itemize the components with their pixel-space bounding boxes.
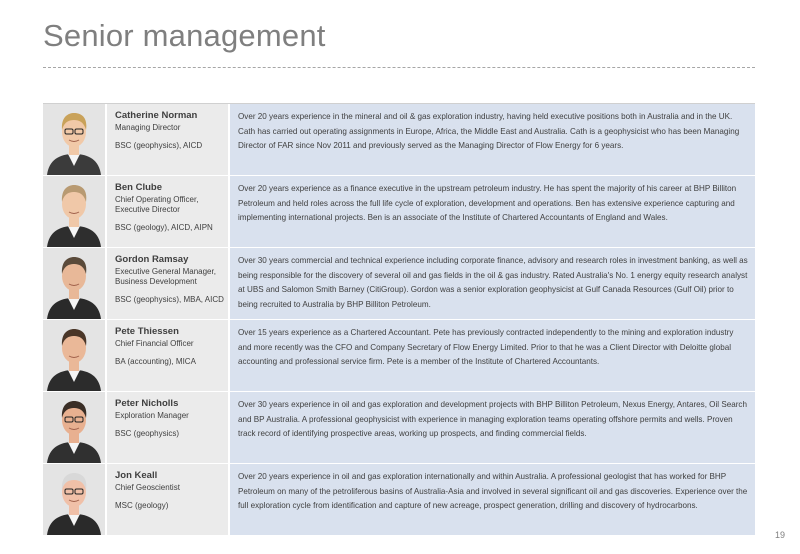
title-divider <box>43 67 755 68</box>
person-name: Catherine Norman <box>115 110 198 121</box>
person-row <box>43 320 755 392</box>
person-bio: Over 15 years experience as a Chartered Accountant. Pete has previously contracted independently to the mining and exploration industry and more recently was the CFO and Company Secretary of Flow Energy Limited. Prior to that he was a Client Director with Deloitte global accounting and professional service firm. Pete is a member of the Institute of Chartered Accountants. <box>230 320 755 391</box>
person-name: Peter Nicholls <box>115 398 179 409</box>
person-role: Chief Operating Officer, Executive Director <box>115 195 199 214</box>
management-table <box>43 103 755 536</box>
person-role: Executive General Manager, Business Development <box>115 267 216 286</box>
person-bio: Over 30 years commercial and technical experience including corporate finance, advisory and research roles in investment banking, as well as being responsible for the discovery of several oil and gas fields in the oil & gas industry. Rated Australia's No. 1 energy equity research analyst at UBS and Salomon Smith Barney (CitiGroup). Gordon was a senior exploration geophysicist at Gulf Canada Resources (Gulf Oil) prior to being recruited to Australia by BHP Billiton Petroleum. <box>230 248 755 319</box>
person-info <box>105 248 230 319</box>
person-qualifications: BSC (geophysics), MBA, AICD <box>115 295 224 304</box>
person-info <box>105 320 230 391</box>
person-bio: Over 30 years experience in oil and gas exploration and development projects with BHP Billiton Petroleum, Nexus Energy, Antares, Oil Search and BP Australia. A professional geophysicist with experience in managing exploration teams operating offshore permits and wells. Proven track record of identifying prospective areas, working up prospects, and finding commercial fields. <box>230 392 755 463</box>
person-info <box>105 104 230 175</box>
person-qualifications: BA (accounting), MICA <box>115 357 196 366</box>
person-qualifications: BSC (geology), AICD, AIPN <box>115 223 213 232</box>
person-row <box>43 248 755 320</box>
person-row <box>43 392 755 464</box>
portrait-photo <box>43 392 105 463</box>
person-name: Gordon Ramsay <box>115 254 189 265</box>
person-row <box>43 176 755 248</box>
person-name: Ben Clube <box>115 182 162 193</box>
person-qualifications: BSC (geophysics), AICD <box>115 141 203 150</box>
person-name: Pete Thiessen <box>115 326 179 337</box>
portrait-photo <box>43 320 105 391</box>
person-row <box>43 104 755 176</box>
person-role: Managing Director <box>115 123 181 132</box>
person-info <box>105 464 230 535</box>
portrait-photo <box>43 104 105 175</box>
person-role: Chief Geoscientist <box>115 483 180 492</box>
person-row <box>43 464 755 536</box>
portrait-photo <box>43 176 105 247</box>
person-role: Chief Financial Officer <box>115 339 194 348</box>
portrait-photo <box>43 464 105 535</box>
person-name: Jon Keall <box>115 470 158 481</box>
person-qualifications: BSC (geophysics) <box>115 429 180 438</box>
person-qualifications: MSC (geology) <box>115 501 169 510</box>
portrait-photo <box>43 248 105 319</box>
person-role: Exploration Manager <box>115 411 189 420</box>
person-info <box>105 176 230 247</box>
page-number: 19 <box>774 530 785 540</box>
person-bio: Over 20 years experience in oil and gas exploration internationally and within Australia. A professional geologist that has worked for BHP Petroleum on many of the petroliferous basins of Australia-Asia and involved in several significant oil and gas discoveries. Experience over the full exploration cycle from identification and capture of new acreage, prospect generation, drilling and discovery of hydrocarbons. <box>230 464 755 535</box>
person-bio: Over 20 years experience as a finance executive in the upstream petroleum industry. He has spent the majority of his career at BHP Billiton Petroleum and held roles across the full life cycle of exploration, development and operations. Ben has extensive experience capturing and implementing international projects. Ben is an associate of the Institute of Chartered Accountants of England and Wales. <box>230 176 755 247</box>
page-title: Senior management <box>43 18 326 53</box>
person-bio: Over 20 years experience in the mineral and oil & gas exploration industry, having held executive positions both in Australia and in the UK. Cath has carried out operating assignments in Europe, Africa, the Middle East and Australia. Cath is a geophysicist who has been Managing Director of FAR since Nov 2011 and previously served as the Managing Director of Flow Energy for 6 years. <box>230 104 755 175</box>
person-info <box>105 392 230 463</box>
